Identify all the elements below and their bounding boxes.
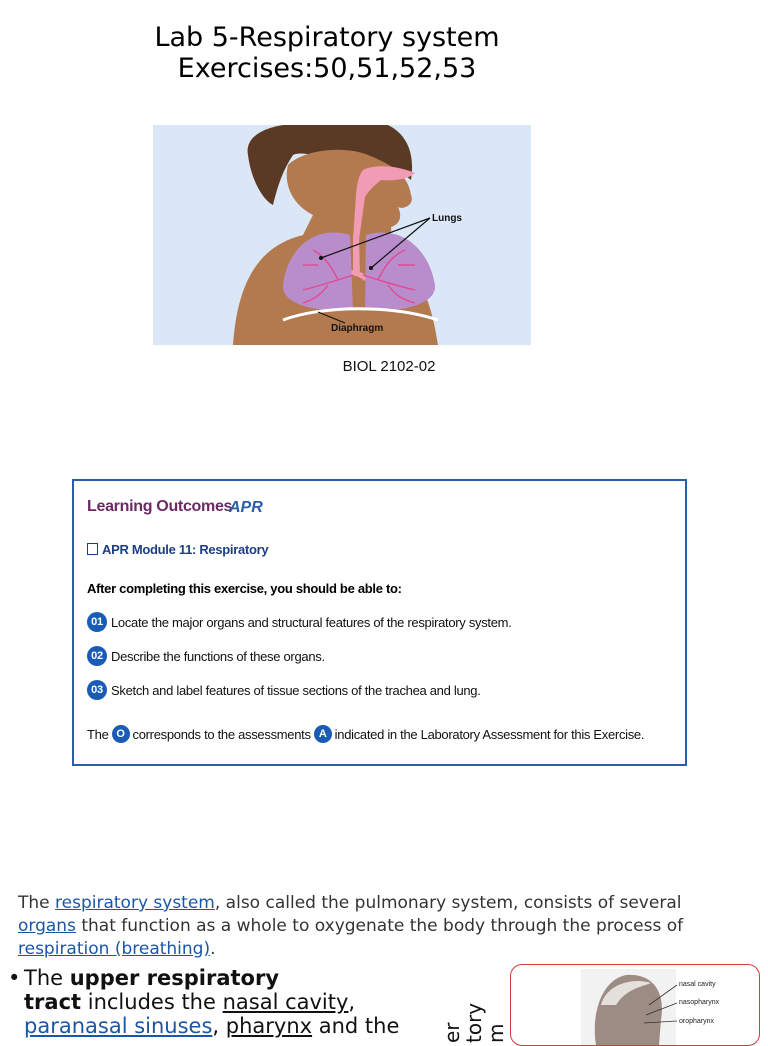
outcome-badge: 02: [87, 646, 107, 666]
vertical-caption-line: tory: [462, 1002, 486, 1043]
respiratory-system-link[interactable]: respiratory system: [55, 893, 215, 913]
mini-label-nasopharynx: nasopharynx: [679, 999, 720, 1006]
intro-paragraph: [18, 892, 738, 961]
outcome-item: [87, 612, 512, 632]
apr-module-link[interactable]: [87, 542, 268, 557]
bullet-text: includes the: [81, 990, 223, 1014]
outcome-badge: 03: [87, 680, 107, 700]
page-subtitle: Exercises:50,51,52,53: [177, 53, 477, 84]
pharynx-term: pharynx: [225, 1014, 313, 1038]
label-lungs: Lungs: [432, 213, 462, 224]
upper-tract-bullet: [8, 966, 438, 1038]
mini-label-oropharynx: oropharynx: [679, 1018, 715, 1025]
bullet-bold: upper respiratory: [69, 966, 280, 990]
paragraph-text: .: [210, 939, 216, 959]
learning-outcomes-heading: Learning Outcomes: [87, 498, 233, 515]
respiratory-illustration: [153, 125, 531, 345]
outcome-item: [87, 680, 481, 700]
vertical-caption-line: m: [484, 1023, 508, 1043]
vertical-caption-line: er: [440, 1022, 464, 1043]
bullet-text: ,: [212, 1014, 226, 1038]
paragraph-text: The: [18, 893, 56, 913]
learning-outcomes-box: [72, 479, 687, 766]
upper-tract-diagram: [510, 964, 760, 1046]
outcomes-intro: After completing this exercise, you should be able to:: [87, 581, 402, 596]
footer-text-pre: The: [87, 726, 109, 742]
bullet-text: ,: [348, 990, 356, 1014]
course-code: BIOL 2102-02: [342, 358, 436, 375]
page-title: Lab 5-Respiratory system: [154, 22, 500, 53]
bullet-dot: •: [8, 966, 21, 990]
outcome-badge: 01: [87, 612, 107, 632]
apr-logo: APR: [229, 499, 263, 516]
bullet-line-3: [24, 1014, 399, 1038]
vertical-caption: [438, 983, 508, 1043]
outcome-item: [87, 646, 325, 666]
respiration-link[interactable]: respiration (breathing): [18, 939, 211, 959]
organs-link[interactable]: organs: [18, 916, 76, 936]
mini-label-nasal-cavity: nasal cavity: [679, 981, 716, 988]
outcome-o-badge: O: [112, 725, 130, 743]
apr-module-label: APR Module 11: Respiratory: [102, 542, 269, 557]
outcome-text: Sketch and label features of tissue sections of the trachea and lung.: [111, 682, 481, 698]
external-link-icon: [87, 543, 98, 555]
outcomes-footer: [87, 725, 644, 743]
outcome-text: Locate the major organs and structural features of the respiratory system.: [111, 614, 512, 630]
bullet-bold: tract: [24, 990, 82, 1014]
paranasal-sinuses-term: paranasal sinuses: [24, 1014, 213, 1038]
paragraph-text: that function as a whole to oxygenate the body through the process of: [75, 916, 684, 936]
footer-text-mid: corresponds to the assessments: [132, 726, 311, 742]
assessment-a-badge: A: [314, 725, 332, 743]
label-diaphragm: Diaphragm: [331, 323, 384, 334]
nasal-cavity-term: nasal cavity: [222, 990, 349, 1014]
outcome-text: Describe the functions of these organs.: [111, 648, 325, 664]
paragraph-text: , also called the pulmonary system, consists of several: [214, 893, 682, 913]
footer-text-post: indicated in the Laboratory Assessment for this Exercise.: [334, 726, 645, 742]
bullet-text: The: [24, 966, 70, 990]
bullet-text: and the: [312, 1014, 400, 1038]
